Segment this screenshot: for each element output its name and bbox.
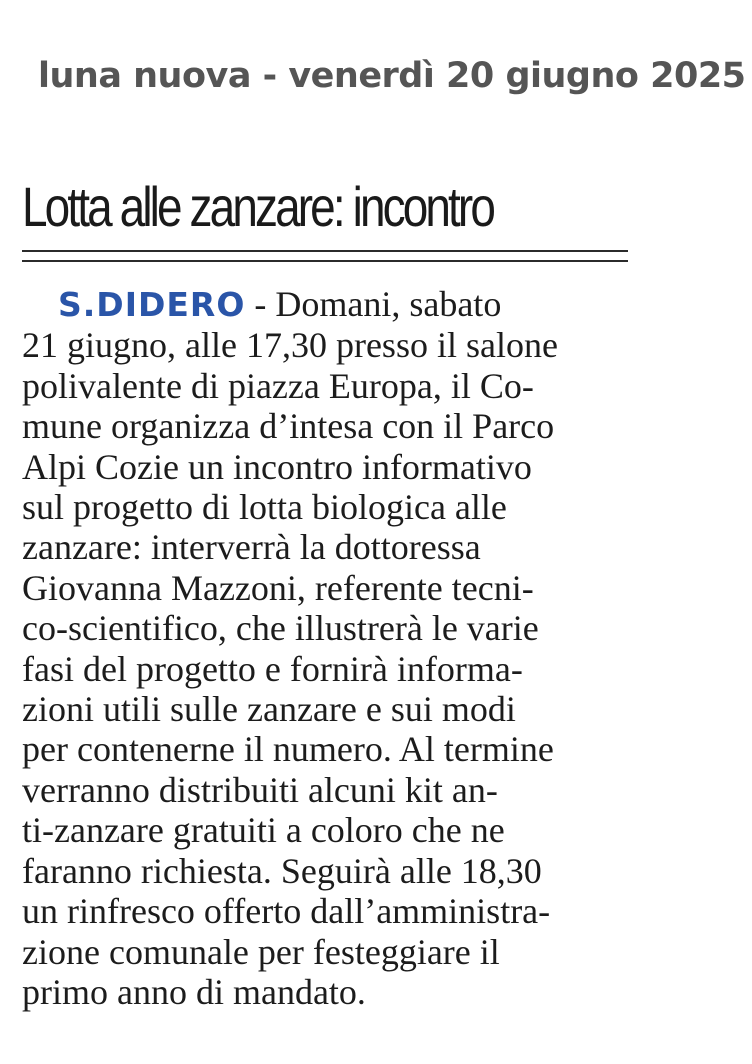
article-line: ti-zanzare gratuiti a coloro che ne bbox=[22, 810, 505, 851]
article-line: verranno distribuiti alcuni kit an- bbox=[22, 769, 498, 810]
headline-rule-top bbox=[22, 250, 628, 252]
article-line: co-scientifico, che illustrerà le varie bbox=[22, 608, 539, 649]
dateline: S.DIDERO bbox=[58, 285, 246, 324]
article-line: zione comunale per festeggiare il bbox=[22, 931, 500, 972]
article-line: Giovanna Mazzoni, referente tecni- bbox=[22, 567, 534, 608]
article-body bbox=[22, 284, 642, 1012]
article-line-0 bbox=[22, 284, 642, 325]
article-line: faranno richiesta. Seguirà alle 18,30 bbox=[22, 850, 542, 891]
article-line: 21 giugno, alle 17,30 presso il salone bbox=[22, 325, 558, 366]
first-line-text: - Domani, sabato bbox=[245, 284, 502, 324]
article-line: polivalente di piazza Europa, il Co- bbox=[22, 365, 534, 406]
masthead: luna nuova - venerdì 20 giugno 2025 bbox=[38, 56, 746, 96]
article-line: per contenerne il numero. Al termine bbox=[22, 729, 554, 770]
article-line: sul progetto di lotta biologica alle bbox=[22, 487, 507, 528]
headline: Lotta alle zanzare: incontro bbox=[22, 175, 494, 238]
article-line: zioni utili sulle zanzare e sui modi bbox=[22, 689, 516, 730]
article-line: zanzare: interverrà la dottoressa bbox=[22, 527, 481, 568]
article-line: un rinfresco offerto dall’amministra- bbox=[22, 891, 551, 932]
article-line: Alpi Cozie un incontro informativo bbox=[22, 446, 532, 487]
headline-rule-bottom bbox=[22, 260, 628, 262]
article-line: fasi del progetto e fornirà informa- bbox=[22, 648, 523, 689]
article-line: mune organizza d’intesa con il Parco bbox=[22, 406, 555, 447]
article-line: primo anno di mandato. bbox=[22, 971, 366, 1012]
